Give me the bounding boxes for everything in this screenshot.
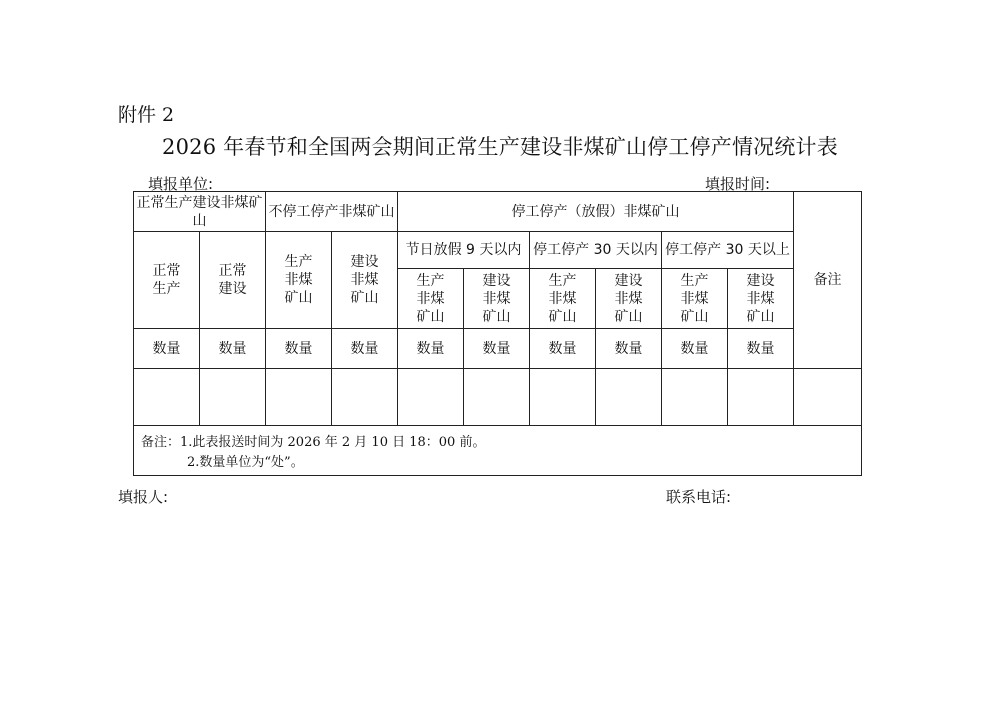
header-normal-construction: 正常 建设 — [200, 232, 266, 329]
quantity-label: 数量 — [662, 329, 728, 369]
filler-label: 填报人: — [118, 488, 169, 506]
header-holiday-production: 生产 非煤 矿山 — [398, 269, 464, 329]
document-title: 2026 年春节和全国两会期间正常生产建设非煤矿山停工停产情况统计表 — [162, 135, 838, 159]
quantity-label: 数量 — [266, 329, 332, 369]
phone-label: 联系电话: — [666, 488, 732, 506]
header-within30-construction: 建设 非煤 矿山 — [596, 269, 662, 329]
header-nonstop-group: 不停工停产非煤矿山 — [266, 192, 398, 232]
header-within30-production: 生产 非煤 矿山 — [530, 269, 596, 329]
data-cell[interactable] — [398, 369, 464, 426]
header-normal-group: 正常生产建设非煤矿山 — [134, 192, 266, 232]
quantity-label: 数量 — [200, 329, 266, 369]
header-nonstop-construction: 建设 非煤 矿山 — [332, 232, 398, 329]
statistics-table — [133, 191, 862, 476]
quantity-label: 数量 — [464, 329, 530, 369]
data-entry-row — [134, 369, 862, 426]
header-stopped-group: 停工停产（放假）非煤矿山 — [398, 192, 794, 232]
header-over30-construction: 建设 非煤 矿山 — [728, 269, 794, 329]
data-cell[interactable] — [662, 369, 728, 426]
data-cell[interactable] — [728, 369, 794, 426]
header-stopped-within-30: 停工停产 30 天以内 — [530, 232, 662, 269]
header-normal-production: 正常 生产 — [134, 232, 200, 329]
quantity-label: 数量 — [398, 329, 464, 369]
notes-section — [134, 426, 862, 476]
header-stopped-over-30: 停工停产 30 天以上 — [662, 232, 794, 269]
data-cell[interactable] — [530, 369, 596, 426]
quantity-label: 数量 — [530, 329, 596, 369]
fill-unit-label: 填报单位: — [148, 175, 214, 193]
quantity-label: 数量 — [728, 329, 794, 369]
header-over30-production: 生产 非煤 矿山 — [662, 269, 728, 329]
header-nonstop-production: 生产 非煤 矿山 — [266, 232, 332, 329]
attachment-label: 附件 2 — [118, 104, 175, 126]
header-remarks: 备注 — [794, 192, 862, 369]
data-cell[interactable] — [596, 369, 662, 426]
data-cell[interactable] — [332, 369, 398, 426]
quantity-label: 数量 — [134, 329, 200, 369]
data-cell[interactable] — [266, 369, 332, 426]
header-holiday-9days: 节日放假 9 天以内 — [398, 232, 530, 269]
note-line-2: 2.数量单位为“处”。 — [187, 455, 304, 470]
fill-time-label: 填报时间: — [705, 175, 771, 193]
data-cell[interactable] — [200, 369, 266, 426]
quantity-label: 数量 — [332, 329, 398, 369]
data-cell[interactable] — [134, 369, 200, 426]
header-holiday-construction: 建设 非煤 矿山 — [464, 269, 530, 329]
quantity-label: 数量 — [596, 329, 662, 369]
note-line-1: 备注：1.此表报送时间为 2026 年 2 月 10 日 18：00 前。 — [141, 435, 486, 450]
data-cell[interactable] — [464, 369, 530, 426]
remarks-cell[interactable] — [794, 369, 862, 426]
